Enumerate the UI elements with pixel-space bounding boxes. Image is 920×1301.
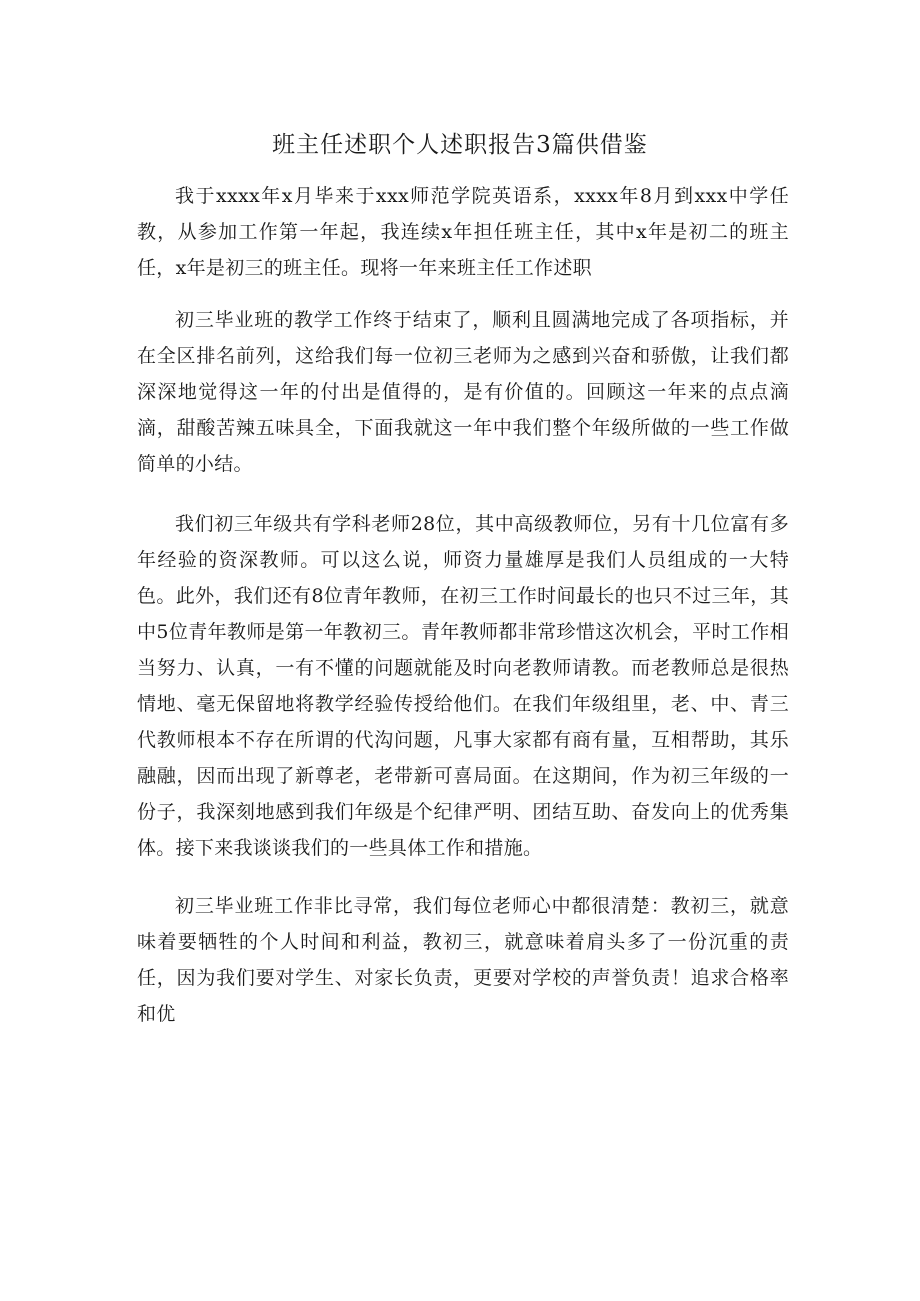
paragraph-intro: 我于xxxx年x月毕来于xxx师范学院英语系，xxxx年8月到xxx中学任教，从参加工作第一年起，我连续x年担任班主任，其中x年是初二的班主任，x年是初三的班主任。现将一年来班主任工作述职 — [137, 185, 789, 279]
paragraph-summary: 初三毕业班的教学工作终于结束了，顺利且圆满地完成了各项指标，并在全区排名前列，这给我们每一位初三老师为之感到兴奋和骄傲，让我们都深深地觉得这一年的付出是值得的，是有价值的。回顾这一年来的点点滴滴，甜酸苦辣五味具全，下面我就这一年中我们整个年级所做的一些工作做简单的小结。 — [137, 309, 789, 475]
paragraph-responsibility: 初三毕业班工作非比寻常，我们每位老师心中都很清楚：教初三，就意味着要牺牲的个人时间和利益，教初三，就意味着肩头多了一份沉重的责任，因为我们要对学生、对家长负责，更要对学校的声誉负责！追求合格率和优 — [137, 895, 789, 1025]
paragraph-staff: 我们初三年级共有学科老师28位，其中高级教师位，另有十几位富有多年经验的资深教师。可以这么说，师资力量雄厚是我们人员组成的一大特色。此外，我们还有8位青年教师，在初三工作时间最长的也只不过三年，其中5位青年教师是第一年教初三。青年教师都非常珍惜这次机会，平时工作相当努力、认真，一有不懂的问题就能及时向老教师请教。而老教师总是很热情地、毫无保留地将教学经验传授给他们。在我们年级组里，老、中、青三代教师根本不存在所谓的代沟问题，凡事大家都有商有量，互相帮助，其乐融融，因而出现了新尊老，老带新可喜局面。在这期间，作为初三年级的一份子，我深刻地感到我们年级是个纪律严明、团结互助、奋发向上的优秀集体。接下来我谈谈我们的一些具体工作和措施。 — [137, 513, 789, 859]
document-title: 班主任述职个人述职报告3篇供借鉴 — [272, 132, 648, 158]
document-body — [137, 178, 789, 1050]
